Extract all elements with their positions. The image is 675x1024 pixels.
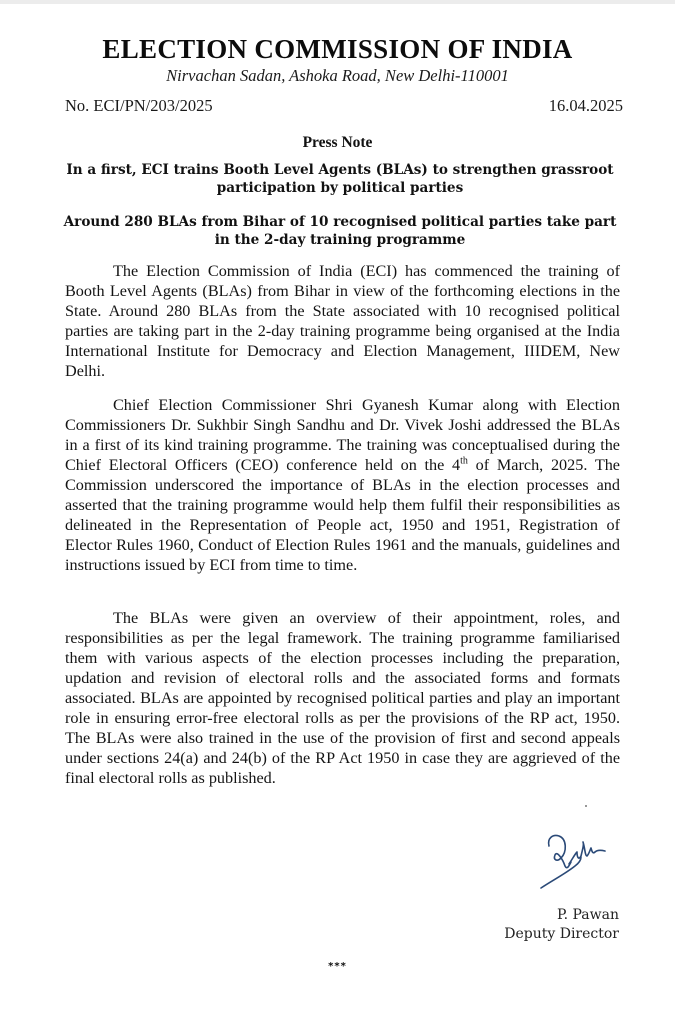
signatory-designation: Deputy Director [504,926,619,942]
reference-row [65,96,623,116]
top-edge-strip [0,0,675,4]
signature-stroke [541,835,605,888]
headline-secondary: Around 280 BLAs from Bihar of 10 recognised political parties take part in the 2-day training programme [63,214,617,248]
signatory-name: P. Pawan [557,907,619,923]
reference-number: No. ECI/PN/203/2025 [65,96,213,115]
handwritten-signature [535,830,615,892]
paragraph-2-text-end: of March, 2025. The Commission underscored the importance of BLAs in the election processes and asserted that the training programme would help them fulfil their responsibilities as delineated in the Representation of People act, 1950 and 1951, Registration of Elector Rules 1960, Conduct of Election Rules 1961 and the manuals, guidelines and instructions issued by ECI from time to time. [65,456,620,574]
document-type-heading: Press Note [302,134,373,151]
organization-address: Nirvachan Sadan, Ashoka Road, New Delhi-110001 [166,66,509,85]
body-paragraph-1: The Election Commission of India (ECI) has commenced the training of Booth Level Agents (BLAs) from Bihar in view of the forthcoming elections in the State. Around 280 BLAs from the State associated with 10 recognised political parties are taking part in the 2-day training programme being organised at the India International Institute for Democracy and Election Management, IIIDEM, New Delhi. [65,262,620,380]
paragraph-2-text-start: Chief Election Commissioner Shri Gyanesh Kumar along with Election Commissioners Dr. Sukhbir Singh Sandhu and Dr. Vivek Joshi addressed the BLAs in a first of its kind training programme. The training was conceptualised during the Chief Electoral Officers (CEO) conference held on the 4 [65,396,620,474]
signatory-block [504,906,619,944]
ordinal-superscript: th [460,455,468,467]
body-paragraph-3: The BLAs were given an overview of their appointment, roles, and responsibilities as per the legal framework. The training programme familiarised them with various aspects of the election processes including the preparation, updation and revision of electoral rolls and the associated forms and formats associated. BLAs are appointed by recognised political parties and play an important role in ensuring error-free electoral rolls as per the provisions of the RP act, 1950. The BLAs were also trained in the use of the provision of first and second appeals under sections 24(a) and 24(b) of the RP Act 1950 in case they are aggrieved of the final electoral rolls as published. [65,609,620,787]
body-paragraph-2 [65,395,620,575]
organization-title: ELECTION COMMISSION OF INDIA [102,34,573,64]
stray-dot-mark [585,805,587,807]
end-of-document-mark: *** [328,961,347,972]
headline-primary: In a first, ECI trains Booth Level Agents (BLAs) to strengthen grassroot participation by political parties [66,162,614,196]
document-date: 16.04.2025 [548,96,623,115]
